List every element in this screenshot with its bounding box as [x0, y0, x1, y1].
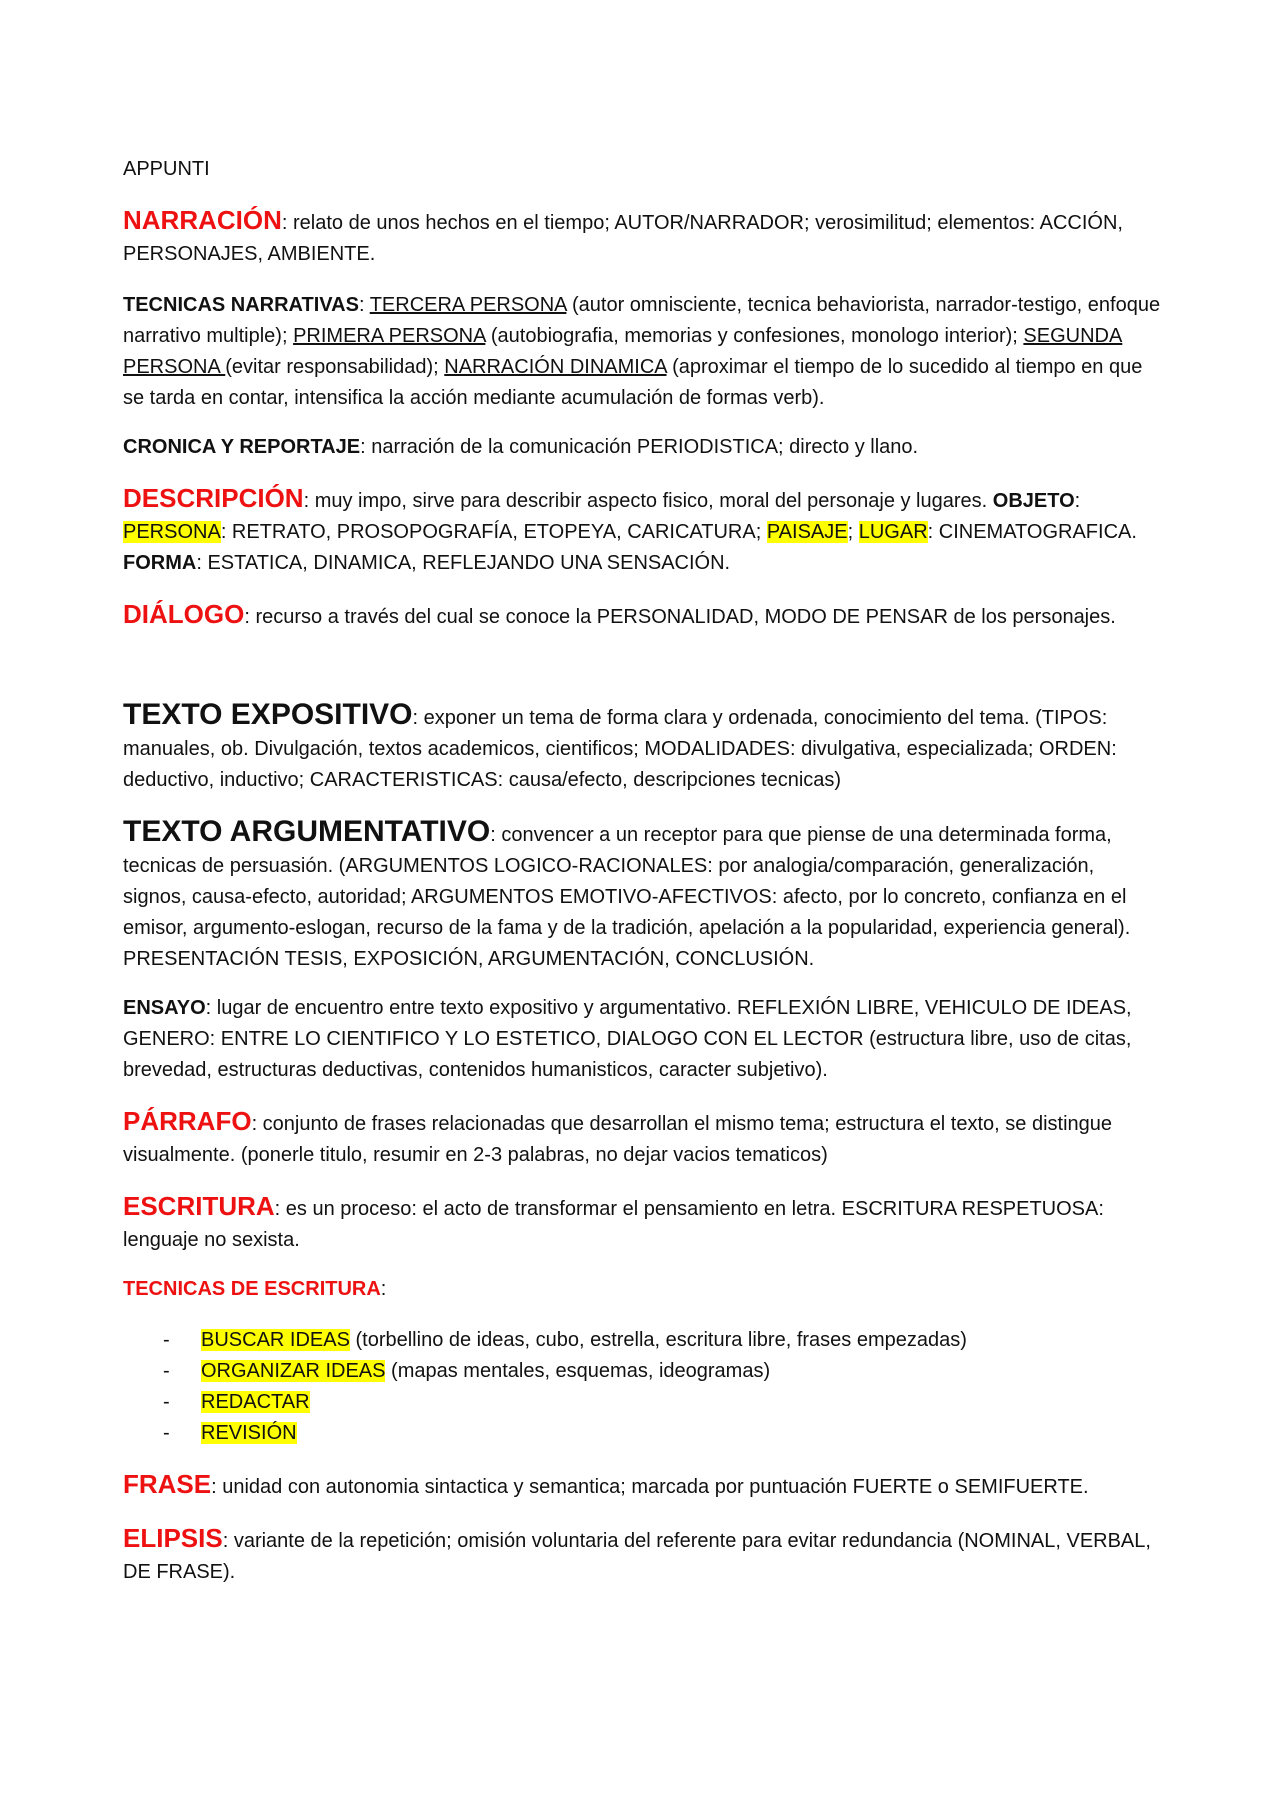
list-item: - ORGANIZAR IDEAS (mapas mentales, esquemas, ideogramas)	[163, 1356, 1163, 1387]
section-dialogo: DIÁLOGO: recurso a través del cual se conoce la PERSONALIDAD, MODO DE PENSAR de los personajes.	[123, 599, 1116, 629]
list-item: - BUSCAR IDEAS (torbellino de ideas, cubo, estrella, escritura libre, frases empezadas)	[163, 1325, 1163, 1356]
heading-escritura: ESCRITURA	[123, 1191, 275, 1221]
heading-ensayo: ENSAYO	[123, 997, 206, 1019]
list-item: - REDACTAR	[163, 1387, 1163, 1418]
section-narracion: NARRACIÓN: relato de unos hechos en el tiempo; AUTOR/NARRADOR; verosimilitud; elementos: ACCIÓN, PERSONAJES, AMBIENTE.	[123, 205, 1123, 265]
heading-frase: FRASE	[123, 1469, 212, 1499]
heading-tecnicas-escritura: TECNICAS DE ESCRITURA	[123, 1278, 381, 1300]
tecnicas-escritura-list	[123, 1325, 1163, 1449]
heading-narracion: NARRACIÓN	[123, 205, 282, 235]
list-item: - REVISIÓN	[163, 1418, 1163, 1449]
section-tecnicas-narrativas: TECNICAS NARRATIVAS: TERCERA PERSONA (autor omnisciente, tecnica behaviorista, narrador-testigo, enfoque narrativo multiple); PRIMERA PERSONA (autobiografia, memorias y confesiones, monologo interior); SEGUNDA PERSONA (evitar responsabilidad); NARRACIÓN DINAMICA (aproximar el tiempo de lo sucedido al tiempo en que se tarda en contar, intensifica la acción mediante acumulación de formas verb).	[123, 294, 1161, 409]
document-body	[123, 154, 1163, 1588]
heading-parrafo: PÁRRAFO	[123, 1106, 252, 1136]
heading-descripcion: DESCRIPCIÓN	[123, 483, 304, 513]
heading-texto-argumentativo: TEXTO ARGUMENTATIVO	[123, 815, 491, 848]
section-ensayo: ENSAYO: lugar de encuentro entre texto expositivo y argumentativo. REFLEXIÓN LIBRE, VEHICULO DE IDEAS, GENERO: ENTRE LO CIENTIFICO Y LO ESTETICO, DIALOGO CON EL LECTOR (estructura libre, uso de citas, brevedad, estructuras deductivas, contenidos humanisticos, caracter subjetivo).	[123, 997, 1132, 1081]
heading-cronica: CRONICA Y REPORTAJE	[123, 436, 361, 458]
section-escritura: ESCRITURA: es un proceso: el acto de transformar el pensamiento en letra. ESCRITURA RESPETUOSA: lenguaje no sexista.	[123, 1191, 1104, 1251]
heading-dialogo: DIÁLOGO	[123, 599, 245, 629]
section-texto-argumentativo: TEXTO ARGUMENTATIVO: convencer a un receptor para que piense de una determinada forma, tecnicas de persuasión. (ARGUMENTOS LOGICO-RACIONALES: por analogia/comparación, generalización, signos, causa-efecto, autoridad; ARGUMENTOS EMOTIVO-AFECTIVOS: afecto, por lo concreto, confianza en el emisor, argumento-eslogan, recurso de la fama y de la tradición, apelación a la popularidad, experiencia general). PRESENTACIÓN TESIS, EXPOSICIÓN, ARGUMENTACIÓN, CONCLUSIÓN.	[123, 815, 1131, 970]
section-texto-expositivo: TEXTO EXPOSITIVO: exponer un tema de forma clara y ordenada, conocimiento del tema. (TIPOS: manuales, ob. Divulgación, textos academicos, cientificos; MODALIDADES: divulgativa, especializada; ORDEN: deductivo, inductivo; CARACTERISTICAS: causa/efecto, descripciones tecnicas)	[123, 698, 1117, 791]
section-parrafo: PÁRRAFO: conjunto de frases relacionadas que desarrollan el mismo tema; estructura el texto, se distingue visualmente. (ponerle titulo, resumir en 2-3 palabras, no dejar vacios tematicos)	[123, 1106, 1113, 1166]
doc-title: APPUNTI	[123, 158, 210, 180]
heading-tecnicas-narrativas: TECNICAS NARRATIVAS	[123, 294, 359, 316]
section-descripcion: DESCRIPCIÓN: muy impo, sirve para describir aspecto fisico, moral del personaje y lugares. OBJETO: PERSONA: RETRATO, PROSOPOGRAFÍA, ETOPEYA, CARICATURA; PAISAJE; LUGAR: CINEMATOGRAFICA. FORMA: ESTATICA, DINAMICA, REFLEJANDO UNA SENSACIÓN.	[123, 483, 1137, 574]
section-cronica: CRONICA Y REPORTAJE: narración de la comunicación PERIODISTICA; directo y llano.	[123, 436, 919, 458]
section-frase: FRASE: unidad con autonomia sintactica y semantica; marcada por puntuación FUERTE o SEMIFUERTE.	[123, 1469, 1089, 1499]
section-tecnicas-escritura: TECNICAS DE ESCRITURA:	[123, 1278, 387, 1300]
heading-texto-expositivo: TEXTO EXPOSITIVO	[123, 698, 413, 731]
heading-elipsis: ELIPSIS	[123, 1523, 223, 1553]
section-elipsis: ELIPSIS: variante de la repetición; omisión voluntaria del referente para evitar redundancia (NOMINAL, VERBAL, DE FRASE).	[123, 1523, 1151, 1583]
